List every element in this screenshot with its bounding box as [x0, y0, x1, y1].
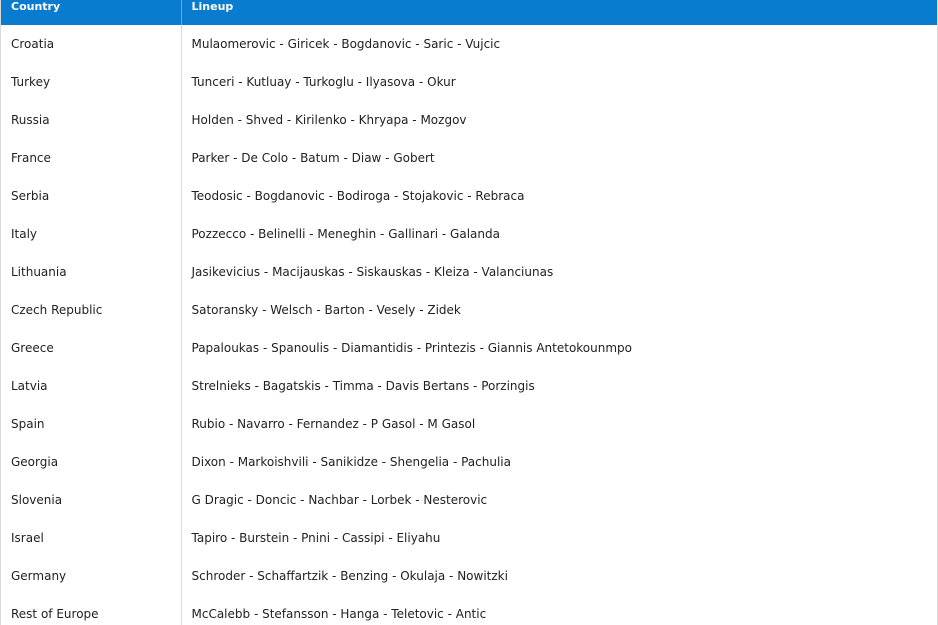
country-cell: Rest of Europe	[11, 607, 99, 621]
table-row	[1, 291, 937, 329]
lineup-cell: Papaloukas - Spanoulis - Diamantidis - Printezis - Giannis Antetokounmpo	[181, 329, 937, 367]
lineup-cell: Tunceri - Kutluay - Turkoglu - Ilyasova - Okur	[181, 63, 937, 101]
country-cell: Latvia	[11, 379, 48, 393]
column-header-lineup[interactable]: Lineup	[181, 0, 937, 25]
country-cell: Croatia	[11, 37, 55, 51]
country-cell: Russia	[11, 113, 50, 127]
table-row	[1, 405, 937, 443]
table-header	[1, 0, 937, 25]
country-cell: Italy	[11, 227, 38, 241]
country-cell: Georgia	[11, 455, 59, 469]
table-row	[1, 101, 937, 139]
table-row	[1, 443, 937, 481]
table-body	[1, 25, 937, 625]
table-row	[1, 25, 937, 63]
table-row	[1, 595, 937, 625]
country-cell: Germany	[11, 569, 67, 583]
table-row	[1, 177, 937, 215]
lineup-cell: Rubio - Navarro - Fernandez - P Gasol - M Gasol	[181, 405, 937, 443]
country-cell: Spain	[11, 417, 45, 431]
table-row	[1, 481, 937, 519]
column-header-country[interactable]: Country	[1, 0, 181, 25]
country-cell: France	[11, 151, 51, 165]
country-cell: Israel	[11, 531, 44, 545]
country-cell: Czech Republic	[11, 303, 103, 317]
country-cell: Lithuania	[11, 265, 67, 279]
country-cell: Turkey	[11, 75, 51, 89]
table-row	[1, 139, 937, 177]
lineup-table	[1, 0, 937, 625]
table-row	[1, 215, 937, 253]
lineup-cell: Dixon - Markoishvili - Sanikidze - Shengelia - Pachulia	[181, 443, 937, 481]
table-row	[1, 367, 937, 405]
table-row	[1, 557, 937, 595]
lineup-cell: Satoransky - Welsch - Barton - Vesely - Zidek	[181, 291, 937, 329]
lineup-cell: Strelnieks - Bagatskis - Timma - Davis Bertans - Porzingis	[181, 367, 937, 405]
table-row	[1, 63, 937, 101]
table-row	[1, 329, 937, 367]
header-row	[1, 0, 937, 25]
lineup-cell: McCalebb - Stefansson - Hanga - Teletovic - Antic	[181, 595, 937, 625]
table-row	[1, 519, 937, 557]
lineup-cell: Jasikevicius - Macijauskas - Siskauskas - Kleiza - Valanciunas	[181, 253, 937, 291]
country-cell: Serbia	[11, 189, 50, 203]
country-cell: Slovenia	[11, 493, 63, 507]
lineup-cell: G Dragic - Doncic - Nachbar - Lorbek - Nesterovic	[181, 481, 937, 519]
lineup-cell: Teodosic - Bogdanovic - Bodiroga - Stojakovic - Rebraca	[181, 177, 937, 215]
table-row	[1, 253, 937, 291]
lineup-cell: Holden - Shved - Kirilenko - Khryapa - Mozgov	[181, 101, 937, 139]
country-cell: Greece	[11, 341, 54, 355]
lineup-cell: Parker - De Colo - Batum - Diaw - Gobert	[181, 139, 937, 177]
lineup-cell: Schroder - Schaffartzik - Benzing - Okulaja - Nowitzki	[181, 557, 937, 595]
lineup-cell: Tapiro - Burstein - Pnini - Cassipi - Eliyahu	[181, 519, 937, 557]
lineup-cell: Mulaomerovic - Giricek - Bogdanovic - Saric - Vujcic	[181, 25, 937, 63]
lineup-cell: Pozzecco - Belinelli - Meneghin - Gallinari - Galanda	[181, 215, 937, 253]
